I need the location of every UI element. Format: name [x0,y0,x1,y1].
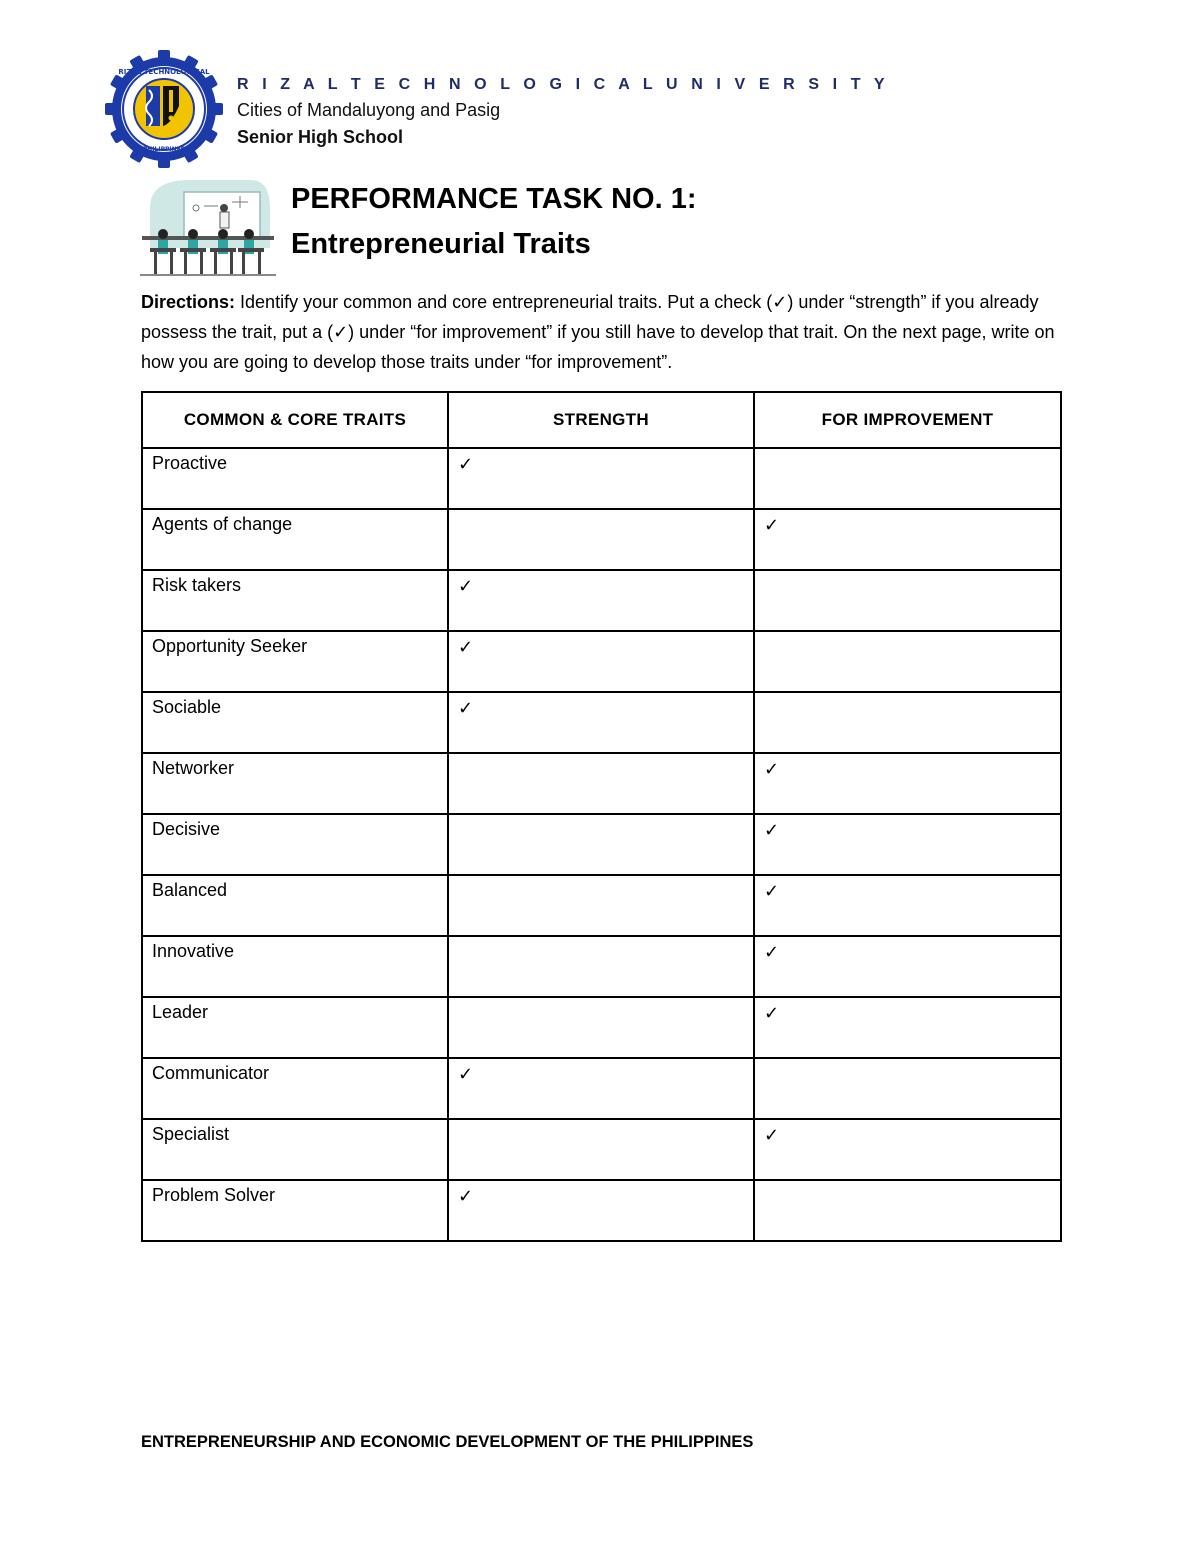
trait-cell: Innovative [142,936,448,997]
improvement-cell[interactable] [754,1180,1061,1241]
trait-cell: Risk takers [142,570,448,631]
improvement-cell[interactable]: ✓ [754,875,1061,936]
table-row [142,631,1061,692]
table-row [142,875,1061,936]
strength-cell[interactable]: ✓ [448,1180,754,1241]
improvement-cell[interactable]: ✓ [754,997,1061,1058]
strength-cell[interactable]: ✓ [448,1058,754,1119]
table-header-row [142,392,1061,448]
trait-cell: Opportunity Seeker [142,631,448,692]
trait-cell: Networker [142,753,448,814]
directions-text: Identify your common and core entrepreneurial traits. Put a check (✓) under “strength” if you already possess the trait, put a (✓) under “for improvement” if you still have to develop that trait. On the next page, write on how you are going to develop those traits under “for improvement”. [141,292,1055,372]
table-row [142,509,1061,570]
strength-cell[interactable] [448,509,754,570]
improvement-cell[interactable] [754,1058,1061,1119]
table-row [142,570,1061,631]
strength-cell[interactable] [448,814,754,875]
traits-table [141,391,1062,1242]
trait-cell: Problem Solver [142,1180,448,1241]
university-name: R I Z A L T E C H N O L O G I C A L U N I V E R S I T Y [237,76,890,93]
svg-text:RIZAL TECHNOLOGICAL: RIZAL TECHNOLOGICAL [118,68,210,76]
improvement-cell[interactable] [754,631,1061,692]
table-row [142,448,1061,509]
table-row [142,692,1061,753]
strength-cell[interactable]: ✓ [448,692,754,753]
strength-cell[interactable]: ✓ [448,570,754,631]
footer-subject: ENTREPRENEURSHIP AND ECONOMIC DEVELOPMENT OF THE PHILIPPINES [141,1433,754,1451]
trait-cell: Specialist [142,1119,448,1180]
strength-cell[interactable]: ✓ [448,448,754,509]
strength-cell[interactable] [448,997,754,1058]
table-row [142,936,1061,997]
trait-cell: Decisive [142,814,448,875]
task-subtitle: Entrepreneurial Traits [291,228,591,260]
header-strength: STRENGTH [448,392,754,448]
trait-cell: Agents of change [142,509,448,570]
table-row [142,753,1061,814]
trait-cell: Balanced [142,875,448,936]
strength-cell[interactable] [448,936,754,997]
table-row [142,1180,1061,1241]
university-city: Cities of Mandaluyong and Pasig [237,100,501,120]
table-row [142,997,1061,1058]
strength-cell[interactable] [448,875,754,936]
header-for-improvement: FOR IMPROVEMENT [754,392,1061,448]
table-row [142,1058,1061,1119]
improvement-cell[interactable] [754,448,1061,509]
improvement-cell[interactable] [754,570,1061,631]
strength-cell[interactable]: ✓ [448,631,754,692]
improvement-cell[interactable]: ✓ [754,1119,1061,1180]
improvement-cell[interactable]: ✓ [754,509,1061,570]
svg-text:PHILIPPINES: PHILIPPINES [142,146,186,153]
strength-cell[interactable] [448,1119,754,1180]
trait-cell: Communicator [142,1058,448,1119]
directions-label: Directions: [141,292,236,312]
trait-cell: Proactive [142,448,448,509]
strength-cell[interactable] [448,753,754,814]
header-traits: COMMON & CORE TRAITS [142,392,448,448]
improvement-cell[interactable]: ✓ [754,814,1061,875]
university-seal-icon [105,50,223,168]
improvement-cell[interactable]: ✓ [754,936,1061,997]
task-title: PERFORMANCE TASK NO. 1: [291,183,697,215]
table-row [142,1119,1061,1180]
classroom-illustration-icon [140,178,276,278]
improvement-cell[interactable] [754,692,1061,753]
directions-paragraph [141,287,1061,377]
table-row [142,814,1061,875]
trait-cell: Sociable [142,692,448,753]
department-name: Senior High School [237,127,404,147]
trait-cell: Leader [142,997,448,1058]
improvement-cell[interactable]: ✓ [754,753,1061,814]
